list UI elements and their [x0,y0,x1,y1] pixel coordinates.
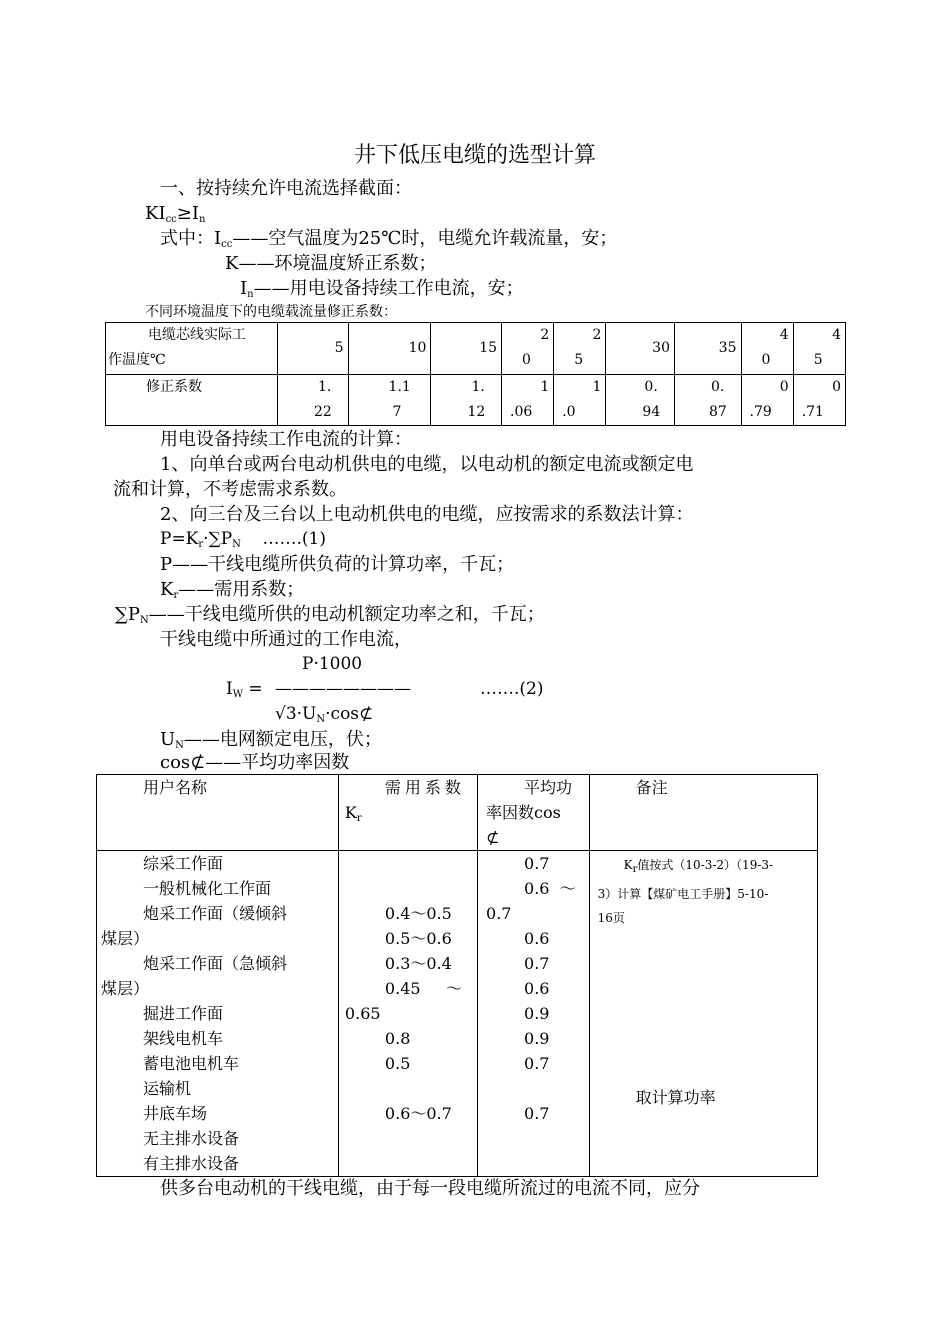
page-title: 井下低压电缆的选型计算 [353,143,596,168]
def-kr: $K_r——$需用系数； [160,579,305,601]
list-item: 蓄电池电机车 [143,1054,240,1073]
def-icc: 式中：$I_{cc}——$空气温度为25℃时，电缆允许载流量，安； [160,228,618,250]
temp-cell: 30 [606,323,675,375]
list-item: 0.9 [524,1004,550,1023]
def-un: $U_N——$电网额定电压，伏； [160,729,382,751]
list-item: 综采工作面 [143,854,224,873]
paragraph-1-line1: 1、向单台或两台电动机供电的电缆，以电动机的额定电流或额定电 [160,454,694,475]
def-sum-pn: $\sum P_N——$干线电缆所供的电动机额定功率之和，千瓦； [115,604,545,626]
list-item: 0.6 [524,979,550,998]
list-item: 掘进工作面 [143,1004,224,1023]
list-item: 架线电机车 [143,1029,224,1048]
formula2-fraction-line: ———————— [275,679,411,699]
correction-coefficient-table [105,322,846,426]
list-item: 0.7 [524,1104,550,1123]
list-item: 0.7 [524,954,550,973]
table1-row2-header: 修正系数 [106,375,278,426]
coeff-cell: 1 .06 [502,375,554,426]
coeff-cell: 0. 87 [674,375,741,426]
formula-kicc: $KI_{cc}\ge I_n$ [145,203,206,225]
paragraph-2: 2、向三台及三台以上电动机供电的电缆，应按需求的系数法计算： [160,504,694,525]
list-item: 0.65 [344,1004,381,1023]
footer-paragraph: 供多台电动机的干线电缆，由于每一段电缆所流过的电流不同，应分 [160,1178,700,1199]
temp-cell: 35 [674,323,741,375]
list-item: 0.9 [524,1029,550,1048]
table1-caption: 不同环境温度下的电缆载流量修正系数： [145,304,397,320]
temp-cell: 10 [348,323,431,375]
list-item: 0.6 [524,929,550,948]
list-item: 井底车场 [143,1104,208,1123]
section2-heading: 用电设备持续工作电流的计算： [160,429,412,450]
coeff-cell: 0 .71 [793,375,845,426]
formula2-numerator: P·1000 [302,654,363,674]
list-item: 0.5 [384,1054,411,1073]
coeff-cell: 1. 12 [431,375,502,426]
coeff-cell: 1. 22 [277,375,348,426]
coeff-cell: 1 .0 [554,375,606,426]
list-item: 煤层） [101,979,150,998]
temp-cell: 4 0 [741,323,793,375]
note-calc-power: 取计算功率 [635,1088,716,1107]
list-item: 0.7 [524,854,550,873]
temp-cell: 15 [431,323,502,375]
table2-header-kr: 需用系数 $K_r$ [338,775,477,851]
list-item: 一般机械化工作面 [143,879,272,898]
def-in: $I_n——$用电设备持续工作电流，安； [240,278,524,300]
list-item: 运输机 [143,1079,192,1098]
list-item: 0.5～0.6 [384,929,452,948]
table1-row1-header: 电缆芯线实际工 作温度℃ [106,323,278,375]
def-p: P——干线电缆所供负荷的计算功率，千瓦； [160,554,515,575]
coeff-cell: 0. 94 [606,375,675,426]
table2-cos-cell [478,851,590,1177]
table2-header-cos: 平均功 率因数cos ⊄ [478,775,590,851]
temp-cell: 5 [277,323,348,375]
list-item: 0.6 ～ [524,879,576,898]
def-k: K——环境温度矫正系数； [225,253,437,274]
temp-cell: 2 0 [502,323,554,375]
paragraph-1-line2: 流和计算，不考虑需求系数。 [113,479,347,500]
list-item: 炮采工作面（缓倾斜 [143,904,288,923]
list-item: 煤层） [101,929,150,948]
def-cos: cos⊄——平均功率因数 [160,752,350,773]
table2-header-note: 备注 [589,775,817,851]
list-item: 无主排水设备 [143,1129,240,1148]
table2-header-name: 用户名称 [97,775,339,851]
formula2-lhs: $I_W$ = [226,679,263,700]
list-item: 炮采工作面（急倾斜 [143,954,288,973]
coeff-cell: 1.1 7 [348,375,431,426]
formula2-ref: …….(2) [480,679,544,699]
section1-heading: 一、按持续允许电流选择截面： [160,178,412,199]
note-reference: $K_r$值按式（10-3-2）（19-3- 3）计算【煤矿电工手册】5-10- 16页 [597,858,774,925]
table2-kr-cell [338,851,477,1177]
coeff-cell: 0 .79 [741,375,793,426]
table2-note-cell [589,851,817,1177]
demand-coefficient-table [96,774,818,1177]
temp-cell: 4 5 [793,323,845,375]
list-item: 0.6～0.7 [384,1104,452,1123]
temp-cell: 2 5 [554,323,606,375]
list-item: 0.7 [524,1054,550,1073]
list-item: 0.4～0.5 [384,904,452,923]
formula2-denominator: $√3\cdot U_N\cdot\cos⊄$ [275,704,374,725]
list-item: 0.8 [384,1029,411,1048]
list-item: 0.3～0.4 [384,954,452,973]
list-item: 0.45 ～ [384,979,462,998]
formula-1: $P=K_r\cdot\sum P_N$ …….(1) [160,529,327,550]
list-item: 有主排水设备 [143,1154,240,1173]
def-working-current: 干线电缆中所通过的工作电流， [160,629,412,650]
table2-names-cell [97,851,339,1177]
list-item: 0.7 [486,904,512,923]
